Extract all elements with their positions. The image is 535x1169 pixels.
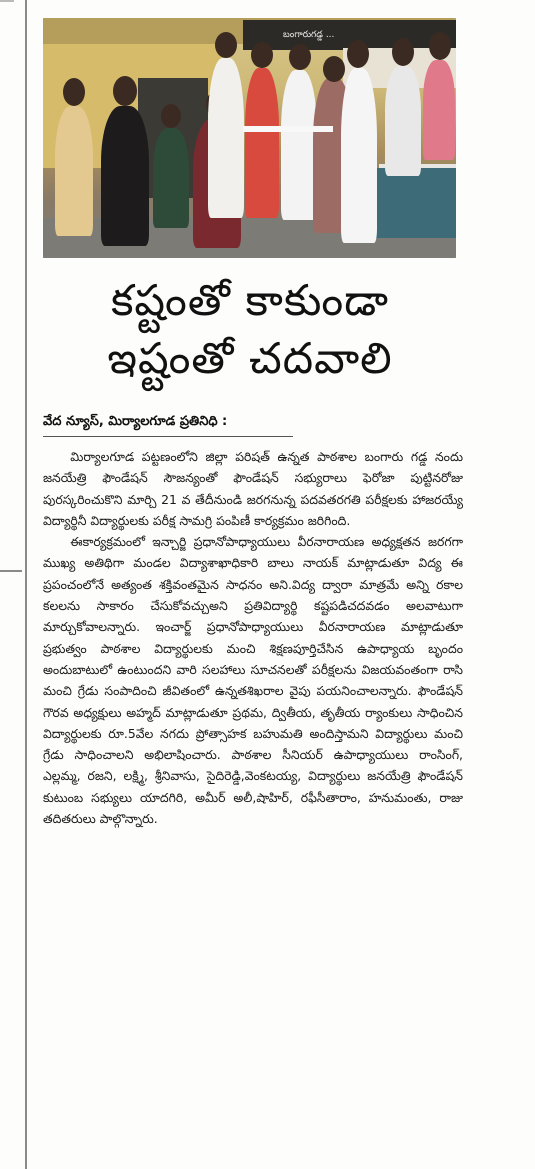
headline: [40, 272, 460, 388]
photo-person-head: [347, 40, 369, 68]
photo-handover-item: [243, 126, 333, 132]
photo-person-head: [323, 56, 345, 82]
photo-person: [341, 68, 377, 243]
photo-person: [281, 70, 317, 220]
article-photo: [43, 18, 456, 258]
photo-person: [245, 68, 279, 218]
margin-mark: [0, 570, 22, 572]
photo-person-head: [392, 38, 414, 66]
headline-line-2: ఇష్టంతో చదవాలి: [107, 334, 393, 384]
photo-person-head: [161, 104, 181, 128]
photo-person-head: [251, 42, 273, 68]
photo-table: [375, 168, 456, 238]
photo-person: [385, 66, 421, 176]
photo-person-head: [113, 76, 137, 106]
headline-line-1: కష్టంతో కాకుండా: [110, 276, 390, 326]
paragraph-1: మిర్యాలగూడ పట్టణంలోని జిల్లా పరిషత్ ఉన్నత పాఠశాల బంగారు గడ్డ నందు జనయేత్రి ఫౌండేషన్ సౌజన్యంతో ఫౌండేషన్ సభ్యురాలు ఫెరోజా పుట్టినరోజు పురస్కరించుకొని మార్చి 21 వ తేదీనుండి జరగనున్న పదవతరగతి పరీక్షలకు హాజరయ్యే విద్యార్థినీ విద్యార్థులకు పరీక్ష సామగ్రి పంపిణీ కార్యక్రమం జరిగింది.: [43, 449, 463, 528]
byline-rule: [43, 436, 293, 437]
photo-person-head: [429, 32, 451, 60]
column-rule: [25, 0, 27, 1169]
photo-person: [101, 106, 149, 246]
photo-person: [423, 60, 455, 160]
photo-person: [55, 106, 93, 236]
paragraph-2: ఈకార్యక్రమంలో ఇన్చార్జి ప్రధానోపాధ్యాయులు వీరనారాయణ అధ్యక్షతన జరగగా ముఖ్య అతిథిగా మండల విద్యాశాఖాధికారి బాలు నాయక్ మాట్లాడుతూ విద్య ఈ ప్రపంచంలోనే అత్యంత శక్తివంతమైన సాధనం అని.విద్య ద్వారా మాత్రమే అన్ని రకాల కలలను సాకారం చేసుకోవచ్చుఅని ప్రతివిద్యార్థి కష్టపడిచదవడం అలవాటుగా మార్చుకోవాలన్నారు. ఇంచార్జ్ ప్రధానోపాధ్యాయులు వీరనారాయణ మాట్లాడుతూ ప్రభుత్వం పాఠశాల విద్యార్థులకు మంచి శిక్షణపూర్తిచేసిన ఉపాధ్యాయ బృందం అందుబాటులో ఉంటుందని వారి సలహాలు సూచనలతో పరీక్షలను విజయవంతంగా రాసి మంచి గ్రేడు సంపాదించి జీవితంలో ఉన్నతశిఖరాల వైపు పయనించాలన్నారు. ఫౌండేషన్ గౌరవ అధ్యక్షులు అహ్మద్ మాట్లాడుతూ ప్రథమ, ద్వితీయ, తృతీయ ర్యాంకులు సాధించిన విద్యార్థులకు రూ.5వేల నగదు ప్రోత్సాహక బహుమతి అందిస్తామని విద్యార్థులు మంచి గ్రేడు సాధించాలని అభిలాషించారు. పాఠశాల సీనియర్ ఉపాధ్యాయులు రాంసింగ్, ఎల్లమ్మ, రజని, లక్ష్మి, శ్రీనివాసు, సైదిరెడ్డి,వెంకటయ్య, విద్యార్థులు జనయేత్రి ఫౌండేషన్ కుటుంబ సభ్యులు యాదగిరి, అమీర్ అలీ,షాహిర్, రఫీసీతారాం, హనుమంతు, రాజు తదితరులు పాల్గొన్నారు.: [43, 534, 463, 827]
photo-person-head: [63, 78, 85, 106]
article-body: [43, 446, 463, 1161]
photo-person-head: [215, 32, 237, 58]
byline: వేద న్యూస్, మిర్యాలగూడ ప్రతినిధి :: [43, 414, 228, 429]
photo-person: [208, 58, 244, 218]
photo-person: [153, 128, 189, 228]
margin-mark-top: [0, 0, 14, 2]
photo-banner: బంగారుగడ్డ ...: [243, 20, 456, 50]
photo-person-head: [289, 44, 311, 70]
